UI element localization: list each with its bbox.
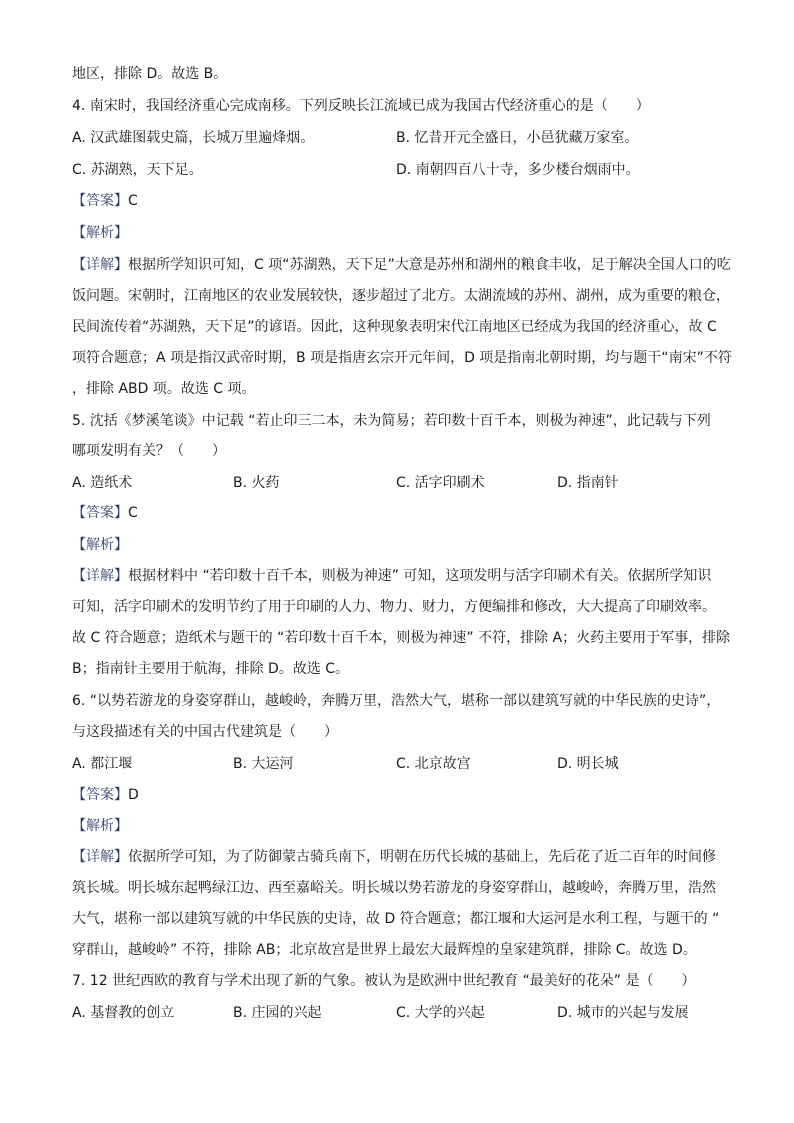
- q4-detail-line-1: [72, 255, 731, 275]
- q5-stem-line-2: 哪项发明有关？（ ）: [72, 443, 226, 459]
- q6-detail-line-3: 大气，堪称一部以建筑写就的中华民族的史诗，故 D 符合题意；都江堰和大运河是水利工程，与题干的 “: [72, 911, 720, 927]
- detail-text: 根据材料中 “若印数十百千本，则极为神速” 可知，这项发明与活字印刷术有关。依据所学知识: [128, 568, 712, 584]
- q7-option-c: C. 大学的兴起: [396, 1005, 485, 1021]
- q6-option-b: B. 大运河: [233, 756, 294, 772]
- q4-analysis-label: 【解析】: [72, 225, 128, 241]
- q6-stem-line-2: 与这段描述有关的中国古代建筑是（ ）: [72, 724, 338, 740]
- answer-value: C: [128, 505, 138, 521]
- q5-option-c: C. 活字印刷术: [396, 475, 485, 491]
- q4-detail-line-4: 项符合题意；A 项是指汉武帝时期，B 项是指唐玄宗开元年间，D 项是指南北朝时期，均与题干“南宋”不符: [72, 350, 732, 366]
- detail-label: 【详解】: [72, 257, 128, 273]
- q5-answer: [72, 503, 138, 523]
- q5-stem-line-1: 5. 沈括《梦溪笔谈》中记载 “若止印三二本，未为简易；若印数十百千本，则极为神速”，此记载与下列: [72, 413, 711, 429]
- q5-detail-line-1: [72, 566, 711, 586]
- q5-option-b: B. 火药: [233, 475, 280, 491]
- q5-option-a: A. 造纸术: [72, 475, 133, 491]
- answer-label: 【答案】: [72, 193, 128, 209]
- q5-detail-line-4: B；指南针主要用于航海，排除 D。故选 C。: [72, 661, 350, 677]
- q5-analysis-label: 【解析】: [72, 537, 128, 553]
- q6-detail-line-4: 穿群山，越峻岭” 不符，排除 AB；北京故宫是世界上最宏大最辉煌的皇家建筑群，排除 C。故选 D。: [72, 942, 697, 958]
- q4-answer: [72, 191, 138, 211]
- q5-option-d: D. 指南针: [557, 475, 619, 491]
- q4-option-d: D. 南朝四百八十寺，多少楼台烟雨中。: [396, 162, 640, 178]
- detail-text: 依据所学可知，为了防御蒙古骑兵南下，明朝在历代长城的基础上，先后花了近二百年的时间修: [128, 849, 716, 865]
- detail-label: 【详解】: [72, 568, 128, 584]
- q6-detail-line-2: 筑长城。明长城东起鸭绿江边、西至嘉峪关。明长城以势若游龙的身姿穿群山，越峻岭，奔腾万里，浩然: [72, 880, 716, 896]
- q4-option-a: A. 汉武雄图载史篇，长城万里遍烽烟。: [72, 130, 315, 146]
- q7-option-a: A. 基督教的创立: [72, 1005, 175, 1021]
- q6-option-a: A. 都江堰: [72, 756, 133, 772]
- q4-detail-line-3: 民间流传着“苏湖熟，天下足”的谚语。因此，这种现象表明宋代江南地区已经成为我国的经济重心，故 C: [72, 319, 717, 335]
- q5-detail-line-2: 可知，活字印刷术的发明节约了用于印刷的人力、物力、财力，方便编排和修改，大大提高了印刷效率。: [72, 599, 716, 615]
- q4-option-b: B. 忆昔开元全盛日，小邑犹藏万家室。: [396, 130, 639, 146]
- answer-label: 【答案】: [72, 505, 128, 521]
- answer-value: C: [128, 193, 138, 209]
- q7-option-b: B. 庄园的兴起: [233, 1005, 322, 1021]
- q7-option-d: D. 城市的兴起与发展: [557, 1005, 689, 1021]
- answer-value: D: [128, 787, 139, 803]
- q6-detail-line-1: [72, 847, 716, 867]
- q3-explanation-tail: 地区，排除 D。故选 B。: [72, 66, 228, 82]
- q6-analysis-label: 【解析】: [72, 818, 128, 834]
- q6-option-c: C. 北京故宫: [396, 756, 471, 772]
- detail-text: 根据所学知识可知，C 项“苏湖熟，天下足”大意是苏州和湖州的粮食丰收，足于解决全国人口的吃: [128, 257, 731, 273]
- q5-detail-line-3: 故 C 符合题意；造纸术与题干的 “若印数十百千本，则极为神速” 不符，排除 A；火药主要用于军事，排除: [72, 630, 731, 646]
- answer-label: 【答案】: [72, 787, 128, 803]
- q7-stem: 7. 12 世纪西欧的教育与学术出现了新的气象。被认为是欧洲中世纪教育 “最美好的花朵” 是（ ）: [72, 973, 696, 989]
- q4-detail-line-2: 饭问题。宋朝时，江南地区的农业发展较快，逐步超过了北方。太湖流域的苏州、湖州，成为重要的粮仓，: [72, 288, 730, 304]
- q6-stem-line-1: 6. “以势若游龙的身姿穿群山，越峻岭，奔腾万里，浩然大气，堪称一部以建筑写就的中华民族的史诗”，: [72, 693, 721, 709]
- detail-label: 【详解】: [72, 849, 128, 865]
- q6-option-d: D. 明长城: [557, 756, 619, 772]
- q4-stem: 4. 南宋时，我国经济重心完成南移。下列反映长江流域已成为我国古代经济重心的是（ ）: [72, 98, 650, 114]
- q4-detail-line-5: ，排除 ABD 项。故选 C 项。: [72, 381, 256, 397]
- q6-answer: [72, 785, 139, 805]
- q4-option-c: C. 苏湖熟，天下足。: [72, 162, 203, 178]
